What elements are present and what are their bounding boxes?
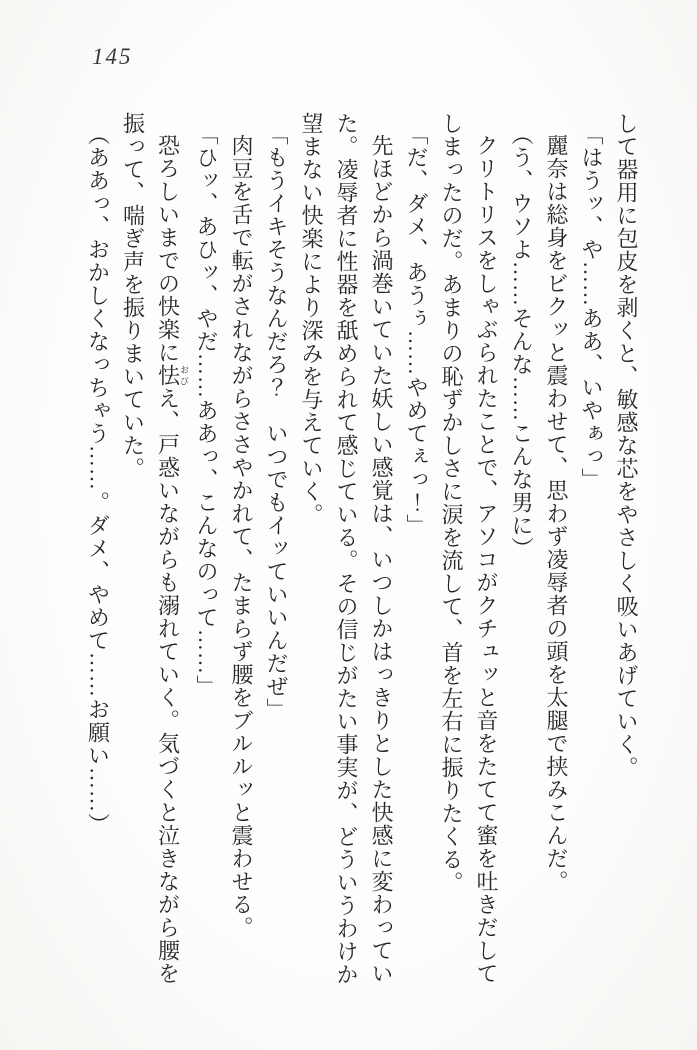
paragraph: 肉豆を舌で転がされながらささやかれて、たまらず腰をブルルッと震わせる。: [229, 134, 254, 939]
paragraph: 麗奈は総身をビクッと震わせて、思わず凌辱者の頭を太腿で挟みこんだ。: [544, 134, 569, 893]
page-text: [82, 112, 644, 990]
paragraph: 「だ、ダメ、あうぅ……やめてぇっ！」: [404, 123, 429, 537]
paragraph: して器用に包皮を剥くと、敏感な芯をやさしく吸いあげていく。: [614, 112, 639, 779]
page-number: 145: [92, 44, 133, 69]
paragraph: 「はうッ、や……ああ、いやぁっ」: [579, 123, 604, 491]
paragraph: （う、ウソよ……そんな……こんな男に）: [509, 123, 534, 560]
paragraph: クリトリスをしゃぶられたことで、アソコがクチュッと音をたてて蜜を吐きだしてしまったのだ。あまりの恥ずかしさに涙を流して、首を左右に振りたくる。: [439, 112, 499, 985]
paragraph: 「もうイキそうなんだろ？ いつでもイッていいんだぜ」: [264, 123, 289, 721]
furigana: 怯おび: [155, 364, 189, 387]
paragraph: 「ひッ、あひッ、やだ……ああっ、こんなのって……」: [194, 123, 219, 698]
paragraph: 恐ろしいまでの快楽に怯おびえ、戸惑いながらも溺れていく。気づくと泣きながら腰を振って、喘ぎ声を振りまいていた。: [120, 112, 189, 985]
paragraph: 先ほどから渦巻いていた妖しい感覚は、いつしかはっきりとした快感に変わっていた。凌辱者に性器を舐められて感じている。その信じがたい事実が、どういうわけか望まない快楽により深みを与えていく。: [299, 112, 394, 986]
paragraph: （ああっ、おかしくなっちゃう……。ダメ、やめて……お願い……）: [85, 123, 111, 836]
